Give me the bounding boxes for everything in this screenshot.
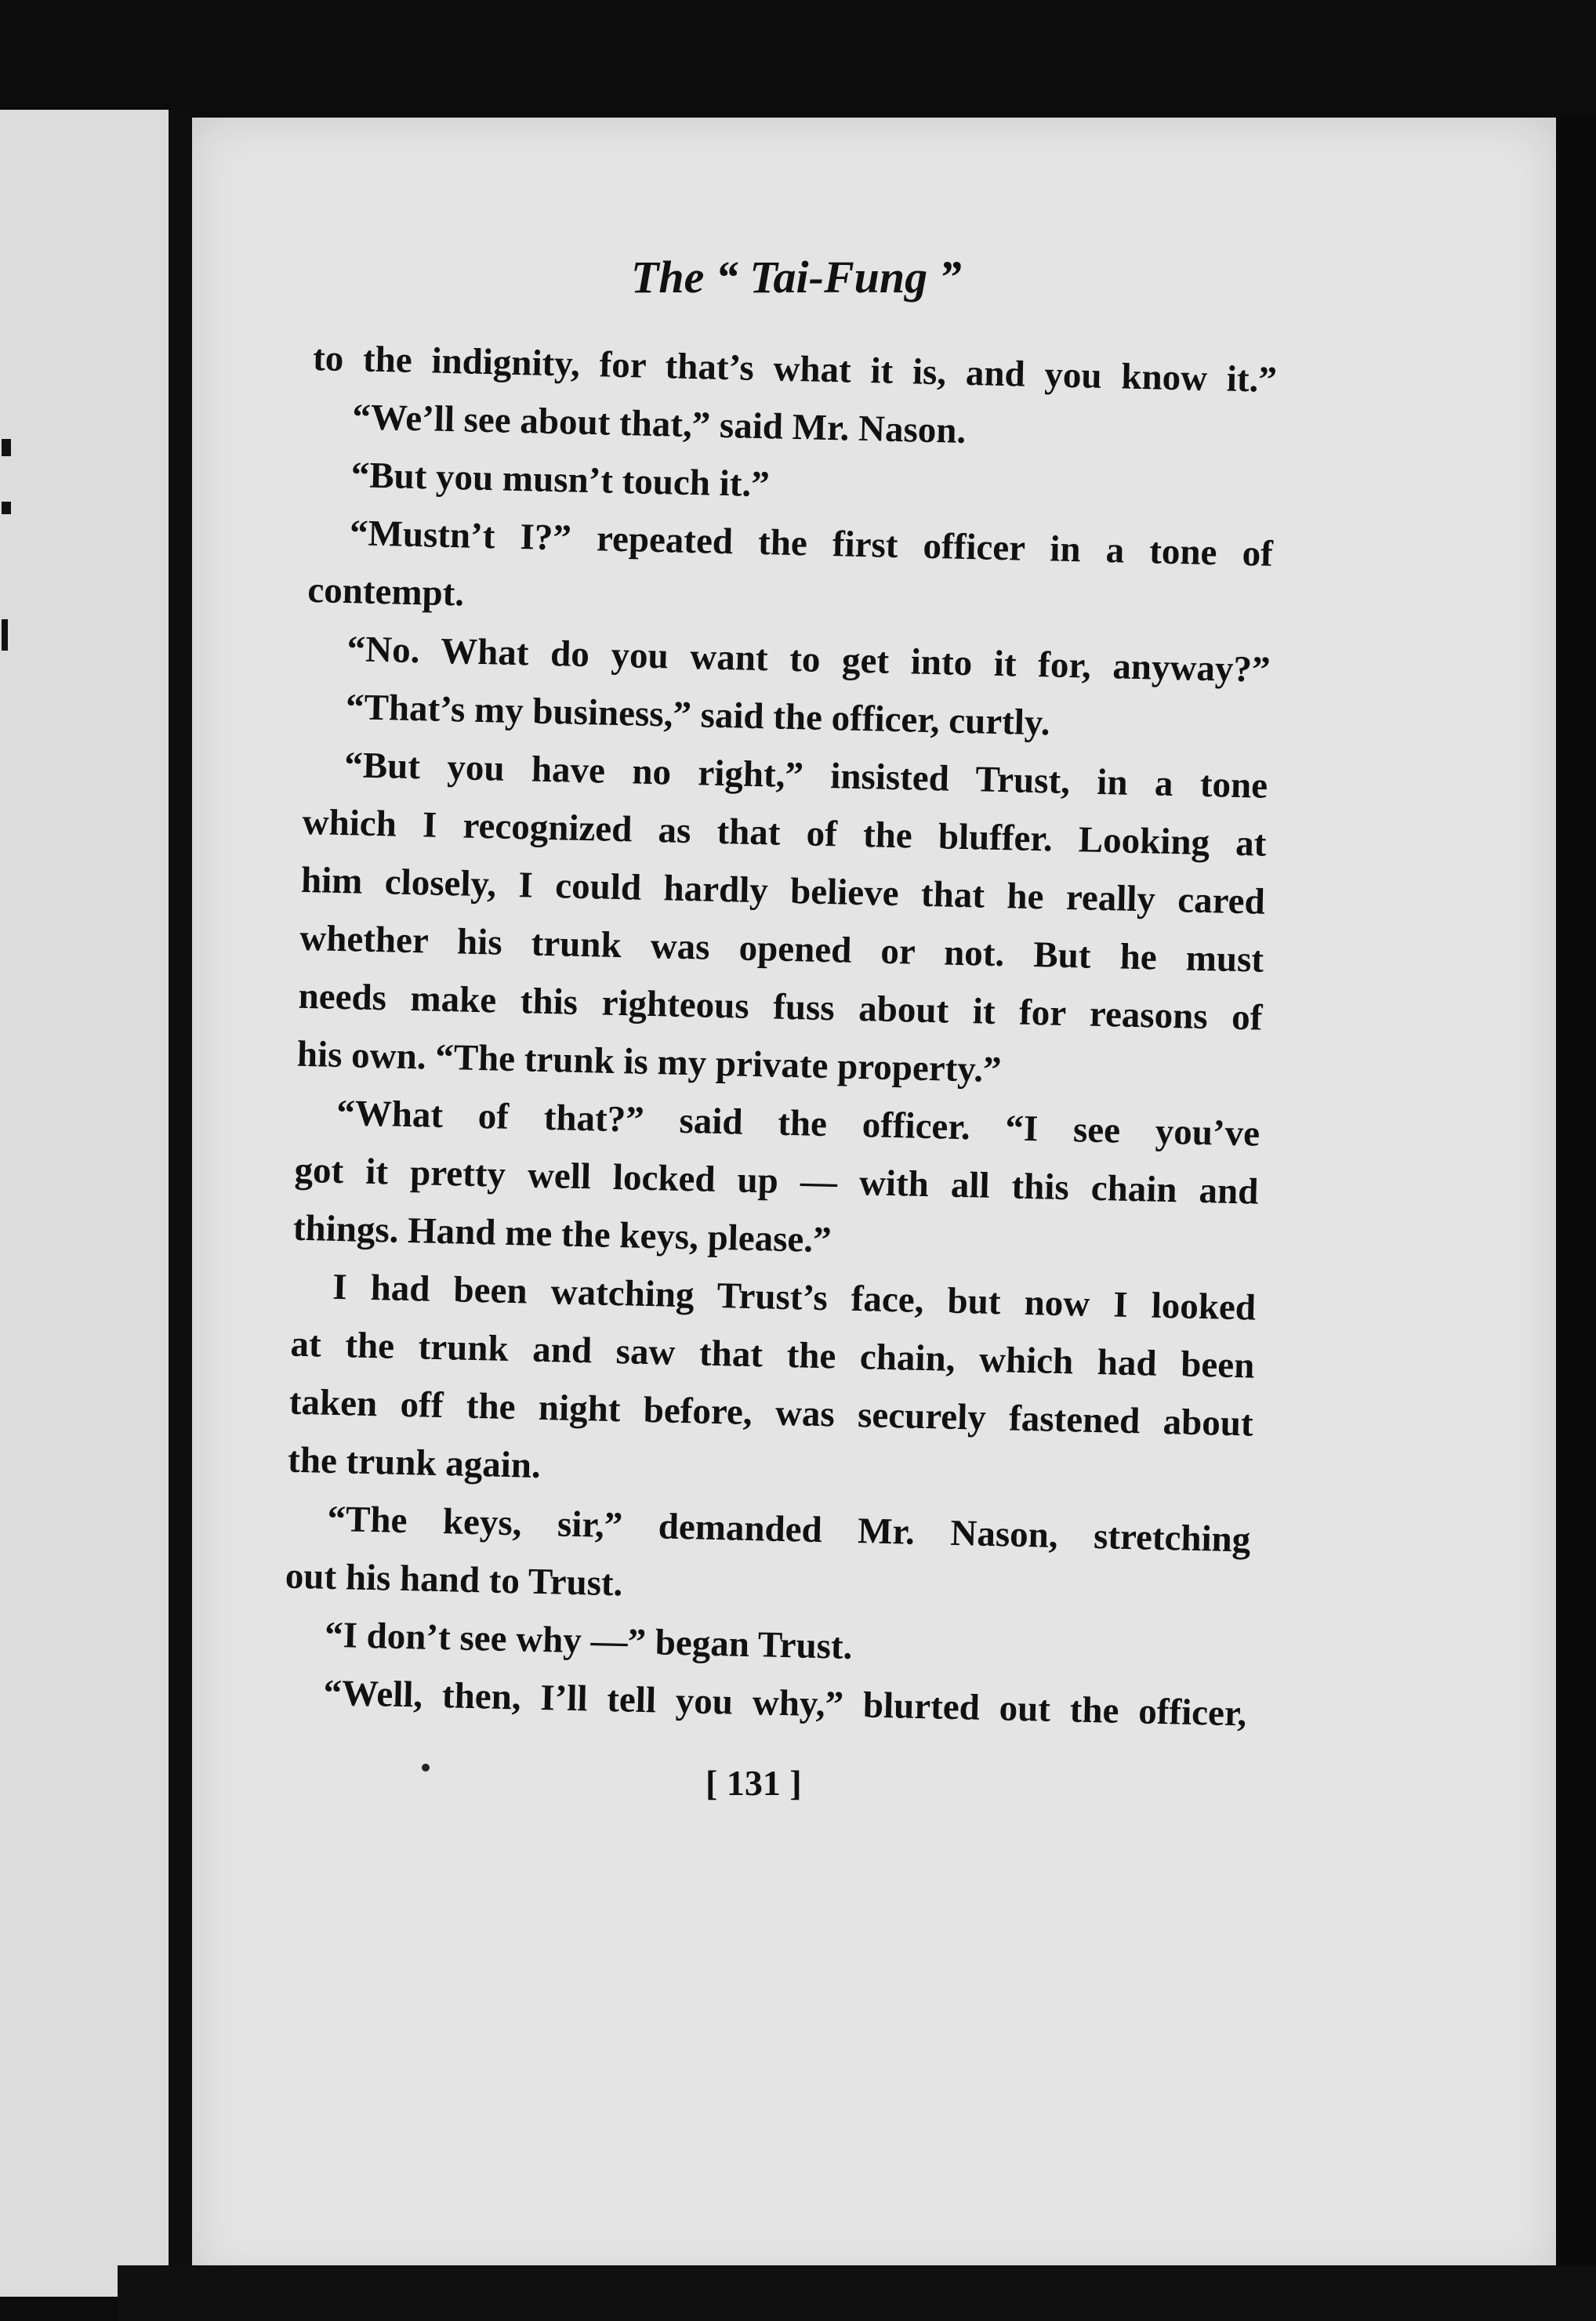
text-line: “I don’t see why —” began Trust. — [324, 1614, 853, 1668]
page-edge-shadow — [1556, 118, 1596, 2321]
scan-border — [118, 2265, 1596, 2321]
text-line: the trunk again. — [287, 1439, 542, 1486]
text-line: whether his trunk was opened or not. But he must — [299, 917, 1264, 981]
text-line: taken off the night before, was securely fastened about — [288, 1381, 1254, 1445]
text-line: I had been watching Trust’s face, but now I looked — [332, 1266, 1257, 1329]
text-line: “Mustn’t I?” repeated the first officer in a tone of — [349, 513, 1274, 575]
running-head: The “ Tai-Fung ” — [631, 252, 962, 303]
text-line: “That’s my business,” said the officer, curtly. — [345, 687, 1051, 744]
text-line: “The keys, sir,” demanded Mr. Nason, stretching — [326, 1498, 1251, 1561]
text-line: “Well, then, I’ll tell you why,” blurted out the officer, — [322, 1672, 1247, 1735]
ink-speck — [422, 1764, 430, 1772]
text-line: “We’ll see about that,” said Mr. Nason. — [351, 397, 967, 452]
facing-page-edge — [0, 110, 188, 2297]
text-line: his own. “The trunk is my private property.” — [296, 1033, 1003, 1091]
text-line: “No. What do you want to get into it for, anyway?” — [346, 629, 1271, 691]
text-line: to the indignity, for that’s what it is, and you know it.” — [312, 337, 1278, 401]
text-line: things. Hand me the keys, please.” — [292, 1207, 832, 1261]
text-line: “But you musn’t touch it.” — [350, 455, 771, 506]
text-line: got it pretty well locked up — with all this chain and — [294, 1149, 1259, 1213]
page-number: [ 131 ] — [706, 1763, 802, 1803]
text-line: out his hand to Trust. — [285, 1555, 623, 1605]
text-line: “But you have no right,” insisted Trust, in a tone — [343, 745, 1268, 807]
facing-page-text-fragments — [0, 439, 24, 737]
book-gutter — [169, 110, 192, 2297]
text-line: which I recognized as that of the bluffer. Looking at — [302, 801, 1268, 865]
text-line: him closely, I could hardly believe that he really cared — [300, 859, 1266, 923]
text-line: contempt. — [307, 569, 465, 615]
text-line: “What of that?” said the officer. “I see you’ve — [336, 1092, 1260, 1155]
text-line: needs make this righteous fuss about it for reasons of — [298, 975, 1263, 1039]
text-line: at the trunk and saw that the chain, which had been — [290, 1323, 1255, 1387]
body-text — [282, 329, 1278, 1743]
